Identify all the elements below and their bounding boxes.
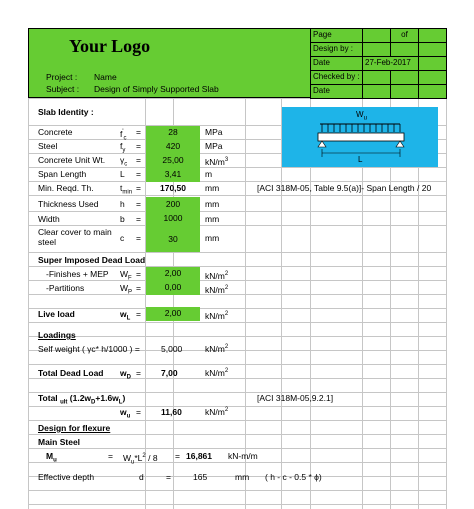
- header-banner: [28, 28, 311, 98]
- clear-cover-input[interactable]: 30: [146, 226, 200, 252]
- grid-line: [28, 448, 447, 449]
- grid-line: [28, 167, 447, 168]
- finishes-mep-input[interactable]: 2,00: [146, 267, 200, 281]
- spreadsheet[interactable]: [28, 28, 447, 509]
- sidl-title: Super Imposed Dead Load: [38, 255, 146, 265]
- concrete-strength-input[interactable]: 28: [146, 126, 200, 140]
- steel-strength-input[interactable]: 420: [146, 140, 200, 154]
- row-symbol: $t_{min}$: [120, 183, 133, 196]
- row-unit: $kN/m^3$: [205, 156, 229, 167]
- grid-line: [28, 266, 447, 267]
- project-label: Project :: [46, 72, 78, 82]
- total-ult-label: Total $_{ult}$ $(1.2w_D+1.6w_L)$: [38, 393, 126, 406]
- total-dead-symbol: $w_D$: [120, 368, 131, 381]
- project-value: Name: [94, 72, 117, 82]
- total-ult-unit: $kN/m^2$: [205, 406, 229, 417]
- min-thickness-value: 170,50: [160, 183, 186, 193]
- design-by-value-cell[interactable]: [362, 42, 391, 57]
- grid-line: [28, 420, 447, 421]
- diagram-span-label: L: [358, 155, 363, 164]
- row-equals: =: [136, 214, 141, 224]
- aci-note-thickness: [ACI 318M-05, Table 9.5(a)]- Span Length / 20: [257, 183, 432, 193]
- mu-unit: kN-m/m: [228, 451, 258, 461]
- date2-extra-cell[interactable]: [390, 84, 419, 99]
- mu-symbol: $M_u$: [46, 451, 57, 464]
- grid-line: [446, 28, 447, 509]
- row-symbol: $\gamma_c$: [120, 155, 128, 168]
- eff-depth-symbol: d: [139, 472, 144, 482]
- grid-line: [28, 252, 447, 253]
- grid-line: [418, 28, 419, 509]
- grid-line: [28, 280, 447, 281]
- row-unit: m: [205, 169, 213, 179]
- grid-line: [245, 28, 246, 509]
- subject-value: Design of Simply Supported Slab: [94, 84, 219, 94]
- width-input[interactable]: 1000: [146, 212, 200, 226]
- sidl-item-equals: =: [136, 269, 141, 279]
- total-ult-equals: =: [136, 407, 141, 417]
- row-label: Span Length: [38, 169, 87, 179]
- grid-line: [28, 434, 447, 435]
- sidl-item-equals: =: [136, 283, 141, 293]
- date2-extra-cell[interactable]: [418, 84, 447, 99]
- grid-line: [28, 28, 29, 509]
- total-ult-value: 11,60: [161, 407, 182, 417]
- date2-label-cell: Date: [310, 84, 363, 99]
- row-label: Width: [38, 214, 60, 224]
- total-dead-equals: =: [136, 368, 141, 378]
- grid-line: [28, 490, 447, 491]
- grid-line: [28, 225, 447, 226]
- row-label: Thickness Used: [38, 199, 99, 209]
- self-weight-label: Self weight ( γc* h/1000 ) =: [38, 344, 140, 354]
- span-length-input[interactable]: 3,41: [146, 168, 200, 182]
- partitions-input[interactable]: 0,00: [146, 281, 200, 295]
- row-unit: mm: [205, 183, 220, 193]
- logo-text: Your Logo: [69, 36, 151, 56]
- row-equals: =: [136, 169, 141, 179]
- design-by-label-cell: Design by :: [310, 42, 363, 57]
- checked-by-extra-cell[interactable]: [418, 70, 447, 85]
- total-dead-label: Total Dead Load: [38, 368, 104, 378]
- sidl-item-label: -Partitions: [46, 283, 85, 293]
- design-by-extra-cell[interactable]: [390, 42, 419, 57]
- mu-equals: =: [108, 451, 113, 461]
- row-symbol: b: [120, 214, 125, 224]
- design-by-extra-cell[interactable]: [418, 42, 447, 57]
- mu-value: 16,861: [186, 451, 212, 461]
- date2-value-cell[interactable]: [362, 84, 391, 99]
- row-symbol: $f'_c$: [120, 128, 127, 142]
- grid-line: [28, 211, 447, 212]
- row-equals: =: [136, 199, 141, 209]
- sidl-item-unit: $kN/m^2$: [205, 270, 229, 281]
- row-equals: =: [136, 141, 141, 151]
- sidl-item-symbol: $W_P$: [120, 283, 133, 296]
- total-ult-symbol: $w_u$: [120, 407, 131, 420]
- subject-label: Subject :: [46, 84, 80, 94]
- diagram-load-label: $W_u$: [356, 110, 367, 122]
- row-unit: MPa: [205, 141, 223, 151]
- live-load-unit: $kN/m^2$: [205, 310, 229, 321]
- eff-depth-equals: =: [166, 472, 171, 482]
- row-equals: =: [136, 183, 141, 193]
- total-dead-value: 7,00: [161, 368, 178, 378]
- thickness-used-input[interactable]: 200: [146, 197, 200, 212]
- row-symbol: L: [120, 169, 125, 179]
- checked-by-value-cell[interactable]: [362, 70, 391, 85]
- page-number-cell[interactable]: [362, 28, 391, 43]
- live-load-label: Live load: [38, 309, 75, 319]
- grid-line: [28, 504, 447, 505]
- live-load-input[interactable]: 2,00: [146, 307, 200, 321]
- grid-line: [28, 364, 447, 365]
- checked-by-extra-cell[interactable]: [390, 70, 419, 85]
- grid-line: [310, 28, 311, 509]
- self-weight-unit: $kN/m^2$: [205, 343, 229, 354]
- design-flexure-title: Design for flexure: [38, 423, 111, 433]
- row-label: Concrete Unit Wt.: [38, 155, 106, 165]
- page-total-cell[interactable]: [418, 28, 447, 43]
- date-value-cell[interactable]: 27-Feb-2017: [362, 56, 419, 71]
- row-unit: mm: [205, 214, 220, 224]
- unit-weight-input[interactable]: 25,00: [146, 154, 200, 168]
- row-unit: MPa: [205, 127, 223, 137]
- row-label: Concrete: [38, 127, 73, 137]
- eff-depth-formula: ( h - c - 0.5 * ϕ): [265, 472, 322, 482]
- beam-diagram: [282, 107, 438, 167]
- grid-line: [281, 28, 282, 509]
- grid-line: [28, 195, 447, 196]
- row-label: Min. Reqd. Th.: [38, 183, 94, 193]
- eff-depth-label: Effective depth: [38, 472, 95, 482]
- live-load-equals: =: [136, 309, 141, 319]
- row-equals: =: [136, 233, 141, 243]
- row-equals: =: [136, 155, 141, 165]
- grid-line: [28, 181, 447, 182]
- row-label: Clear cover to main steel: [38, 227, 112, 247]
- row-unit: mm: [205, 199, 220, 209]
- section-slab-identity: Slab Identity :: [38, 107, 94, 117]
- mu-formula: $W_u*L^2 / 8$: [123, 452, 158, 466]
- main-steel-title: Main Steel: [38, 437, 81, 447]
- total-dead-unit: $kN/m^2$: [205, 367, 229, 378]
- row-label: Steel: [38, 141, 58, 151]
- sidl-item-unit: $kN/m^2$: [205, 284, 229, 295]
- grid-line: [390, 28, 391, 509]
- row-equals: =: [136, 127, 141, 137]
- row-unit: mm: [205, 233, 220, 243]
- grid-line: [28, 336, 447, 337]
- grid-line: [362, 28, 363, 509]
- checked-by-label-cell: Checked by :: [310, 70, 363, 85]
- row-symbol: c: [120, 233, 125, 243]
- self-weight-value: 5,000: [161, 344, 183, 354]
- live-load-symbol: $w_L$: [120, 309, 131, 322]
- page-label-cell: Page: [310, 28, 363, 43]
- row-symbol: h: [120, 199, 125, 209]
- row-symbol: $f_y$: [120, 141, 126, 154]
- of-label-cell: of: [390, 28, 419, 43]
- grid-line: [28, 322, 447, 323]
- date-label-cell: Date: [310, 56, 363, 71]
- sidl-item-label: -Finishes + MEP: [46, 269, 109, 279]
- date-extra-cell[interactable]: [418, 56, 447, 71]
- grid-line: [28, 294, 447, 295]
- eff-depth-unit: mm: [235, 472, 250, 482]
- sidl-item-symbol: $W_F$: [120, 269, 132, 282]
- grid-line: [28, 462, 447, 463]
- loadings-title: Loadings: [38, 330, 76, 340]
- grid-line: [28, 308, 447, 309]
- eff-depth-value: 165: [193, 472, 208, 482]
- mu-equals-2: =: [175, 451, 180, 461]
- aci-note-ultimate: [ACI 318M-05,9.2.1]: [257, 393, 334, 403]
